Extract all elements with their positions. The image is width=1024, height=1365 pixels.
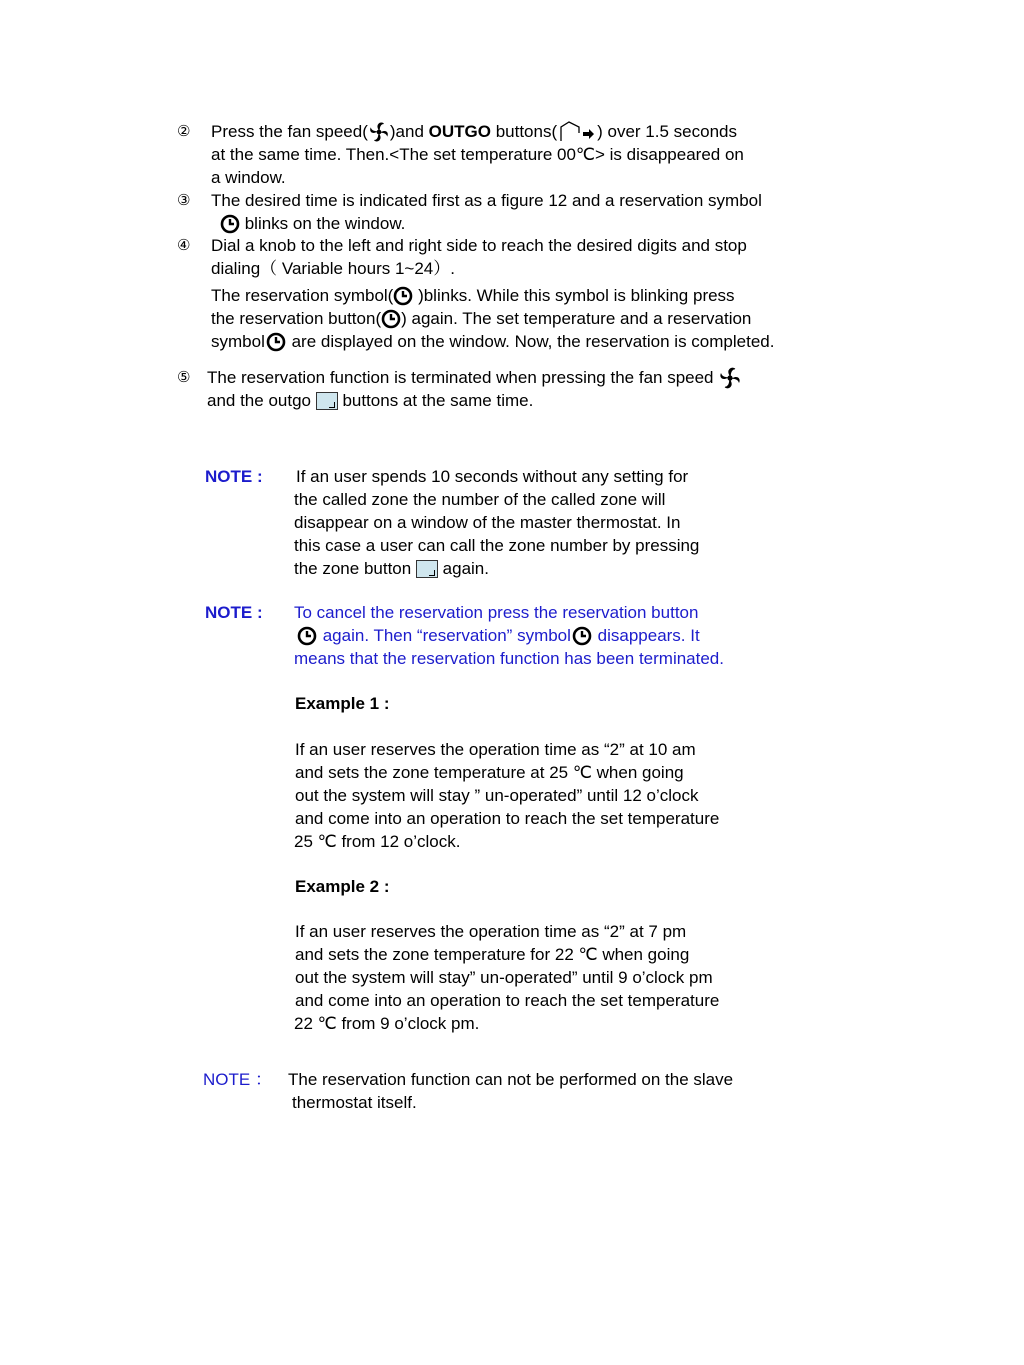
item4-line3	[211, 284, 735, 307]
example1-line: If an user reserves the operation time as “2” at 10 am	[295, 740, 696, 759]
zone-button-icon	[316, 392, 338, 410]
item3-line2	[220, 212, 405, 235]
note2-line1: To cancel the reservation press the reservation button	[294, 603, 699, 622]
note3-label: NOTE ：	[203, 1070, 272, 1089]
item5-text-1: The reservation function is terminated when pressing the fan speed	[207, 368, 719, 387]
note2-text-2b: disappears. It	[592, 626, 700, 645]
zone-button-icon	[416, 560, 438, 578]
note1-line4: this case a user can call the zone number by pressing	[294, 536, 700, 555]
item2-text-e: ) over 1.5 seconds	[597, 122, 737, 141]
item4-line5	[211, 330, 774, 353]
item5-line1	[207, 366, 742, 389]
reservation-clock-icon	[381, 309, 401, 329]
fan-speed-icon	[718, 366, 742, 390]
reservation-clock-icon	[571, 626, 593, 646]
item-number-3: ③	[177, 191, 191, 209]
item-number-5: ⑤	[177, 368, 191, 386]
outgo-label: OUTGO	[428, 122, 491, 141]
item4-text-3b: )blinks. While this symbol is blinking press	[413, 286, 735, 305]
item2-text-d: buttons(	[490, 122, 558, 141]
example1-line: and come into an operation to reach the set temperature	[295, 809, 720, 828]
example1-line: 25 ℃ from 12 o’clock.	[294, 832, 461, 851]
reservation-clock-icon	[393, 286, 413, 306]
example2-line: 22 ℃ from 9 o’clock pm.	[294, 1014, 480, 1033]
example1-line: and sets the zone temperature at 25 ℃ when going	[295, 763, 684, 782]
item4-line4	[211, 307, 751, 330]
example2-title: Example 2 :	[295, 877, 390, 896]
example1-title: Example 1 :	[295, 694, 390, 713]
note2-line2	[296, 624, 700, 647]
note2-text-2a: again. Then “reservation” symbol	[318, 626, 571, 645]
item3-text: blinks on the window.	[240, 214, 406, 233]
example2-line: If an user reserves the operation time as “2” at 7 pm	[295, 922, 687, 941]
example1-line: out the system will stay ” un-operated” until 12 o’clock	[295, 786, 699, 805]
item4-text-3a: The reservation symbol(	[211, 286, 394, 305]
item2-text-a: Press the fan speed(	[211, 122, 368, 141]
note1-line3: disappear on a window of the master thermostat. In	[294, 513, 681, 532]
item4-text-5b: are displayed on the window. Now, the reservation is completed.	[286, 332, 775, 351]
item-number-2: ②	[177, 122, 191, 140]
reservation-clock-icon	[296, 626, 318, 646]
note3-line1: The reservation function can not be performed on the slave	[288, 1070, 734, 1089]
reservation-clock-icon	[265, 332, 287, 352]
note1-line2: the called zone the number of the called zone will	[294, 490, 666, 509]
note1-label: NOTE :	[205, 467, 263, 486]
note2-label: NOTE :	[205, 603, 263, 622]
item2-text-b: )and	[389, 122, 429, 141]
note3-line2: thermostat itself.	[292, 1093, 417, 1112]
item4-text-4a: the reservation button(	[211, 309, 382, 328]
item5-text-2b: buttons at the same time.	[337, 391, 534, 410]
reservation-clock-icon	[220, 214, 240, 234]
example2-line: and come into an operation to reach the set temperature	[295, 991, 720, 1010]
item4-text-5a: symbol	[211, 332, 265, 351]
item5-line2	[207, 389, 533, 412]
outgo-house-icon	[557, 121, 597, 143]
example2-line: out the system will stay” un-operated” until 9 o’clock pm	[295, 968, 713, 987]
note1-text-5a: the zone button	[294, 559, 416, 578]
item4-line1: Dial a knob to the left and right side to reach the desired digits and stop	[211, 236, 747, 255]
item5-text-2a: and the outgo	[207, 391, 316, 410]
item3-line1: The desired time is indicated first as a figure 12 and a reservation symbol	[211, 191, 762, 210]
item4-line2: dialing（ Variable hours 1~24）.	[211, 259, 455, 278]
note2-line3: means that the reservation function has been terminated.	[294, 649, 724, 668]
fan-speed-icon	[368, 121, 390, 143]
note1-line1: If an user spends 10 seconds without any setting for	[296, 467, 689, 486]
item2-line2: at the same time. Then.<The set temperature 00℃> is disappeared on	[211, 145, 744, 164]
item2-line3: a window.	[211, 168, 286, 187]
note1-text-5b: again.	[437, 559, 489, 578]
example2-line: and sets the zone temperature for 22 ℃ when going	[295, 945, 690, 964]
item4-text-4b: ) again. The set temperature and a reservation	[401, 309, 752, 328]
note1-line5	[294, 557, 489, 580]
item-number-4: ④	[177, 236, 191, 254]
item2-line1	[211, 120, 737, 143]
